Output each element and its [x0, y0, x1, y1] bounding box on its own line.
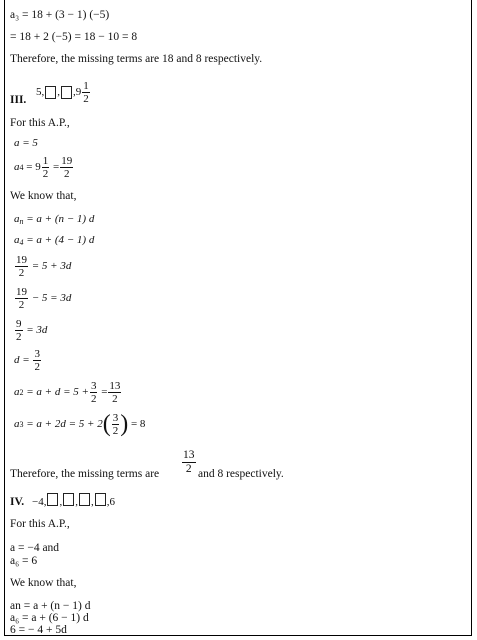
seq-term: 5, [36, 85, 45, 98]
text-line: a = −4 and [10, 542, 60, 554]
text-line: and 8 respectively. [198, 468, 284, 480]
text-line: = 18 + 2 (−5) = 18 − 10 = 8 [10, 31, 138, 43]
text-line: Therefore, the missing terms are 18 and 8 respectively. [10, 53, 263, 65]
blank-box [61, 86, 72, 99]
fraction: 13 2 [183, 449, 195, 475]
text-line: an = a + (n − 1) d [10, 600, 91, 612]
section-label: IV. [10, 496, 25, 508]
text-line: a₃ = 18 + (3 − 1) (−5) [10, 9, 110, 21]
section-label: III. [10, 94, 27, 106]
equation: $\frac{19}{2}$ = 5 + 3d [16, 253, 72, 279]
text-line: 6 = − 4 + 5d [10, 624, 67, 636]
seq-term: 9 [75, 85, 82, 98]
equation: $a_n = a + (n - 1)$ d [14, 213, 95, 226]
seq-sep: , [73, 85, 76, 98]
text-line: a₆ = 6 [10, 555, 38, 567]
seq-sep: , [57, 85, 60, 98]
equation: $\frac{19}{2}$ − 5 = 3d [16, 285, 72, 311]
equation: a 4 = 9 $\frac{1}{2}$ = $\frac{19}{2}$ [14, 154, 73, 180]
equation: $\frac{9}{2}$ = 3d [16, 317, 48, 343]
text-line: We know that, [10, 190, 77, 202]
blank-box [45, 86, 56, 99]
equation: $a_4 = a + (4 - 1)$ d [14, 234, 95, 247]
equation: a = 5 [14, 137, 38, 149]
equation: a 2 = a + d = 5 + $\frac{3}{2}$ = $\frac{13}{2}$ [14, 379, 121, 405]
text-line: a₆ = a + (6 − 1) d [10, 612, 89, 624]
text-line: For this A.P., [10, 117, 70, 129]
text-line: For this A.P., [10, 518, 70, 530]
sequence [36, 77, 91, 107]
text-line: We know that, [10, 577, 77, 589]
sequence: −4, , , , ,6 [32, 493, 115, 509]
fraction: $\frac{1}{2}$ [83, 79, 89, 105]
equation: a 3 = a + 2d = 5 + 2 ( $\frac{3}{2}$ ) = 8 [14, 411, 146, 437]
text-line: Therefore, the missing terms are [10, 468, 160, 480]
equation: d = $\frac{3}{2}$ [14, 347, 40, 373]
